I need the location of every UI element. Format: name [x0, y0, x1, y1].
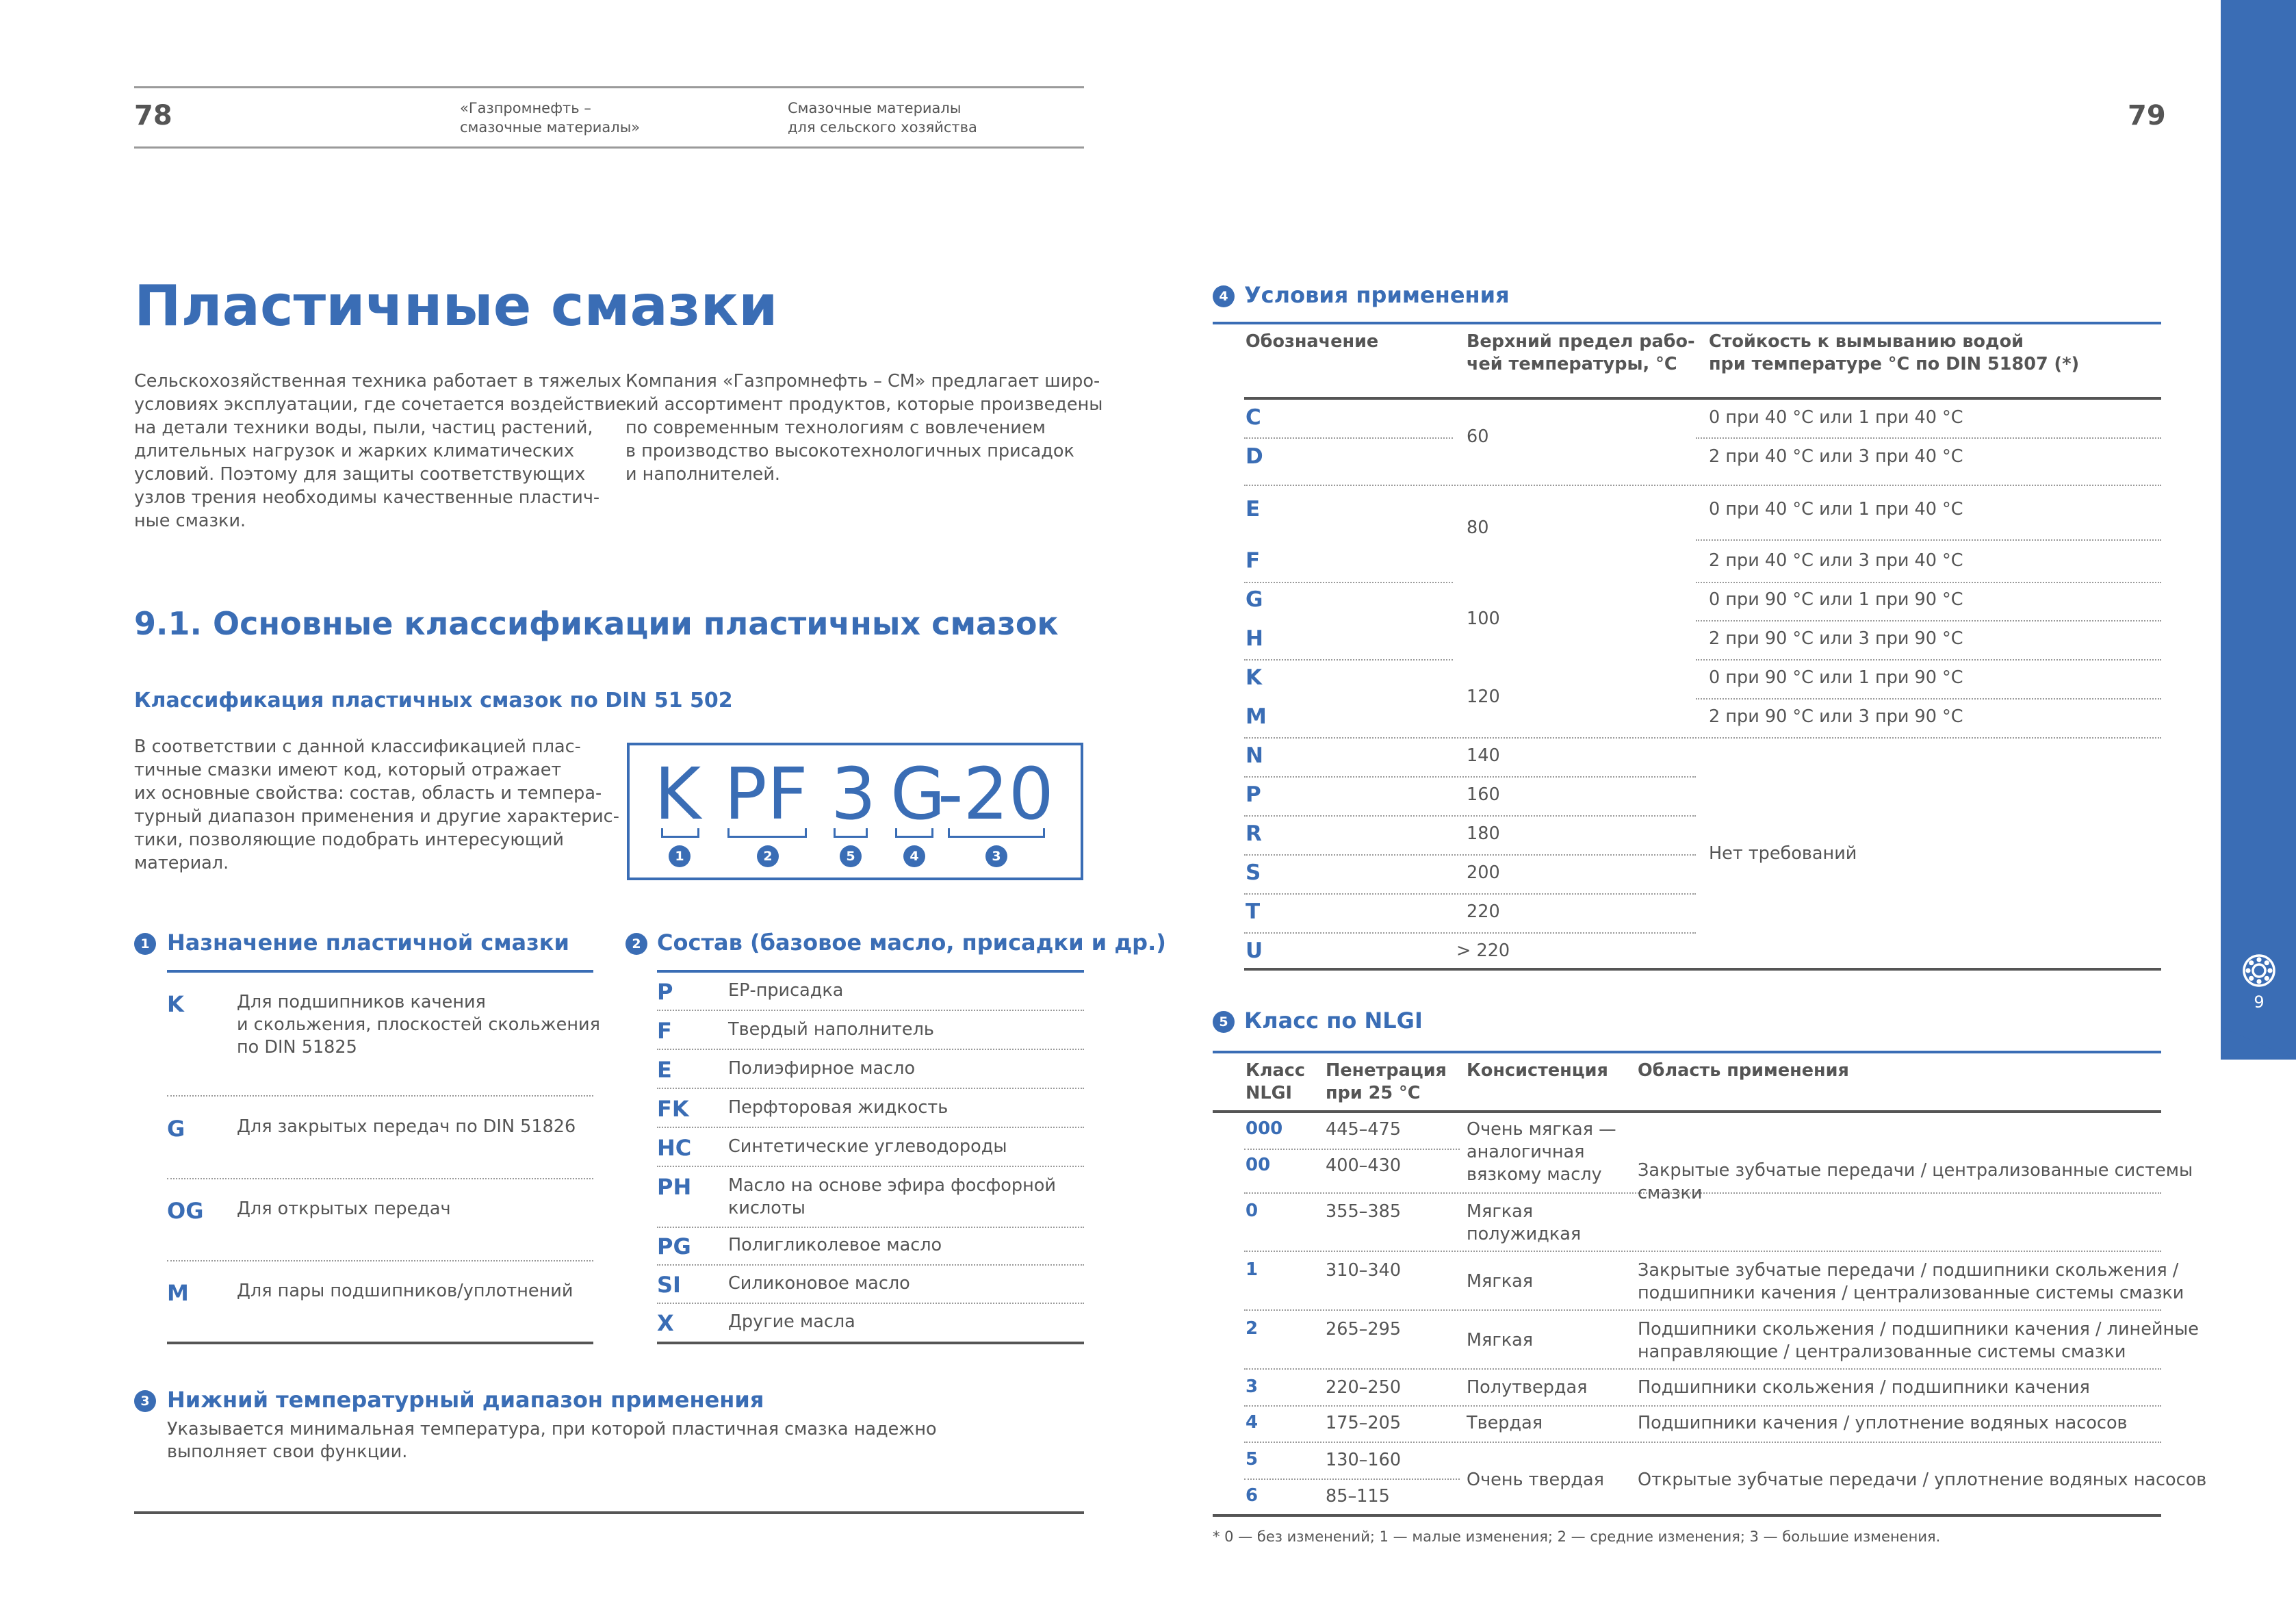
intro-column-2: Компания «Газпромнефть – СМ» предлагает широ- кий ассортимент продуктов, которые произведены по современным технологиям с вовлечением в производство высокотехнологичных присадок и наполнителей. — [625, 371, 1103, 485]
table5-penetration: 220–250 — [1326, 1377, 1402, 1398]
desc-x: Другие масла — [728, 1311, 855, 1332]
table5-class: 6 — [1246, 1485, 1259, 1506]
row-divider — [657, 1227, 1084, 1228]
table5-penetration: 355–385 — [1326, 1201, 1402, 1222]
row-divider — [1696, 582, 2161, 583]
desc-fk: Перфторовая жидкость — [728, 1097, 949, 1118]
table5-header-class: Класс NLGI — [1246, 1060, 1305, 1103]
section-2-title: Состав (базовое масло, присадки и др.) — [657, 930, 1166, 956]
desc-f: Твердый наполнитель — [728, 1019, 934, 1040]
row-divider — [1244, 1478, 1460, 1480]
section-5-rule — [1213, 1051, 2161, 1053]
row-divider — [657, 1303, 1084, 1304]
row-divider — [657, 1127, 1084, 1128]
section-2-marker: 2 — [625, 933, 647, 955]
row-divider — [1696, 659, 2161, 661]
row-divider — [1244, 854, 1696, 856]
table5-consistency: Очень твердая — [1467, 1470, 1604, 1490]
header-bottom-rule — [134, 146, 1084, 149]
marker-3: 3 — [985, 845, 1007, 867]
table5-consistency: Твердая — [1467, 1413, 1543, 1433]
code-brace — [948, 828, 1045, 838]
section-2-rule — [657, 970, 1084, 973]
marker-5: 5 — [840, 845, 862, 867]
header-company: «Газпромнефть – смазочные материалы» — [460, 100, 641, 136]
code-p: P — [657, 979, 673, 1005]
row-divider — [657, 1088, 1084, 1089]
table5-application: Открытые зубчатые передачи / уплотнение водяных насосов — [1638, 1470, 2207, 1490]
marker-2: 2 — [757, 845, 779, 867]
code-f: F — [657, 1018, 672, 1044]
table5-consistency: Мягкая — [1467, 1330, 1534, 1350]
table4-resistance: 2 при 40 °С или 3 при 40 °С — [1709, 446, 1963, 467]
table5-header-penetration: Пенетрация при 25 °С — [1326, 1060, 1447, 1103]
header-top-rule — [134, 86, 1084, 88]
row-divider — [1244, 1368, 2161, 1370]
section-1-marker: 1 — [134, 933, 156, 955]
table5-penetration: 445–475 — [1326, 1119, 1402, 1140]
table4-temp: 140 — [1467, 745, 1500, 766]
table5-penetration: 130–160 — [1326, 1450, 1402, 1470]
row-divider — [1696, 620, 2161, 622]
table5-class: 00 — [1246, 1155, 1271, 1175]
row-divider — [657, 1010, 1084, 1011]
table4-code: E — [1246, 497, 1261, 522]
table5-penetration: 265–295 — [1326, 1319, 1402, 1340]
table4-code: D — [1246, 444, 1263, 469]
code-si: SI — [657, 1272, 681, 1298]
table4-code: P — [1246, 782, 1261, 807]
table4-code: R — [1246, 821, 1262, 846]
table4-code: C — [1246, 405, 1261, 430]
code-og: OG — [167, 1198, 204, 1224]
table5-header-application: Область применения — [1638, 1060, 1849, 1081]
desc-pg: Полигликолевое масло — [728, 1235, 942, 1255]
code-e: E — [657, 1057, 672, 1083]
row-divider — [1244, 1251, 2161, 1252]
row-divider — [1244, 437, 1453, 439]
desc-m: Для пары подшипников/уплотнений — [237, 1281, 573, 1301]
table5-application: Подшипники качения / уплотнение водяных насосов — [1638, 1413, 2128, 1433]
row-divider — [1696, 437, 2161, 439]
table4-resistance: 2 при 90 °С или 3 при 90 °С — [1709, 706, 1963, 727]
chapter-tab — [2221, 0, 2296, 1060]
row-divider — [657, 1166, 1084, 1167]
code-fk: FK — [657, 1096, 689, 1122]
table4-temp: 120 — [1467, 687, 1500, 707]
code-brace — [727, 828, 807, 838]
code-ph: PH — [657, 1174, 692, 1200]
marker-1: 1 — [669, 845, 691, 867]
desc-hc: Синтетические углеводороды — [728, 1136, 1007, 1157]
table5-class: 2 — [1246, 1318, 1259, 1339]
page-number-right: 79 — [2128, 100, 2166, 131]
section-1-title: Назначение пластичной смазки — [167, 930, 569, 956]
row-divider — [1244, 582, 1453, 583]
code-m: M — [167, 1280, 189, 1306]
section-3-text: Указывается минимальная температура, при которой пластичная смазка надежно выполняет свои функции. — [167, 1419, 937, 1462]
section-4-title: Условия применения — [1244, 282, 1510, 308]
section-1-bottom-rule — [167, 1342, 593, 1344]
table5-consistency: Очень мягкая — аналогичная вязкому маслу — [1467, 1119, 1616, 1185]
table5-class: 1 — [1246, 1259, 1259, 1280]
row-divider — [1244, 737, 2161, 739]
row-divider — [1244, 1309, 2161, 1311]
table5-penetration: 310–340 — [1326, 1260, 1402, 1281]
table5-consistency: Мягкая — [1467, 1271, 1534, 1292]
code-letter: -20 — [938, 752, 1054, 836]
table5-consistency: Полутвердая — [1467, 1377, 1588, 1398]
table5-application: Подшипники скольжения / подшипники качения — [1638, 1377, 2090, 1398]
table4-temp: 80 — [1467, 517, 1489, 538]
table4-temp: 100 — [1467, 609, 1500, 629]
left-page-bottom-rule — [134, 1511, 1084, 1514]
table4-code: H — [1246, 626, 1263, 651]
table5-class: 4 — [1246, 1412, 1259, 1433]
intro-column-1: Сельскохозяйственная техника работает в тяжелых условиях эксплуатации, где сочетается воздействие на детали техники воды, пыли, частиц растений, длительных нагрузок и жарких климатических условий. Поэтому для защиты соответствующих узлов трения необходимы качественные пластич- ные смазки. — [134, 371, 627, 531]
row-divider — [167, 1095, 593, 1097]
code-brace — [895, 828, 933, 838]
code-hc: HC — [657, 1135, 692, 1161]
table4-resistance: 2 при 90 °С или 3 при 90 °С — [1709, 628, 1963, 649]
table4-code: M — [1246, 704, 1267, 729]
desc-og: Для открытых передач — [237, 1199, 451, 1219]
table4-resistance: 0 при 40 °С или 1 при 40 °С — [1709, 499, 1963, 520]
section-4-rule — [1213, 322, 2161, 324]
table4-bottom-rule — [1244, 968, 2161, 971]
table5-application: Закрытые зубчатые передачи / централизованные системы смазки — [1638, 1160, 2193, 1203]
code-letter: 3 — [831, 752, 877, 836]
section-1-rule — [167, 970, 593, 973]
table4-temp: > 220 — [1456, 940, 1510, 961]
code-letter: PF — [724, 752, 808, 836]
table4-resistance: 0 при 90 °С или 1 при 90 °С — [1709, 667, 1963, 688]
row-divider — [1696, 698, 2161, 700]
section-5-title: Класс по NLGI — [1244, 1008, 1423, 1034]
desc-si: Силиконовое масло — [728, 1273, 910, 1294]
table5-header-consistency: Консистенция — [1467, 1060, 1608, 1081]
table4-header-code: Обозначение — [1246, 331, 1379, 352]
classification-text: В соответствии с данной классификацией плас- тичные смазки имеют код, который отражает их основные свойства: состав, область и темпера- турный диапазон применения и другие характерис- тики, позволяющие подобрать интересующий материал. — [134, 737, 619, 873]
table4-resistance: 0 при 40 °С или 1 при 40 °С — [1709, 407, 1963, 428]
table5-application: Закрытые зубчатые передачи / подшипники скольжения / подшипники качения / централизованные системы смазки — [1638, 1260, 2184, 1303]
table4-header-resistance: Стойкость к вымыванию водой при температуре °С по DIN 51807 (*) — [1709, 331, 2080, 374]
row-divider — [1244, 485, 2161, 486]
bearing-icon — [2242, 953, 2276, 988]
table5-application: Подшипники скольжения / подшипники качения / линейные направляющие / централизованные системы смазки — [1638, 1319, 2199, 1362]
section-4-marker: 4 — [1213, 285, 1235, 307]
table5-bottom-rule — [1213, 1514, 2161, 1517]
page-title: Пластичные смазки — [134, 274, 778, 339]
table4-code: K — [1246, 665, 1263, 690]
table4-resistance: 0 при 90 °С или 1 при 90 °С — [1709, 589, 1963, 610]
row-divider — [1244, 659, 1453, 661]
table4-temp: 180 — [1467, 823, 1500, 844]
row-divider — [1244, 776, 1696, 778]
table5-penetration: 400–430 — [1326, 1155, 1402, 1176]
row-divider — [167, 1178, 593, 1179]
code-x: X — [657, 1310, 674, 1336]
table4-temp: 200 — [1467, 862, 1500, 883]
table4-temp: 60 — [1467, 426, 1489, 447]
row-divider — [657, 1264, 1084, 1266]
desc-e: Полиэфирное масло — [728, 1058, 916, 1079]
marker-4: 4 — [903, 845, 925, 867]
section-2-bottom-rule — [657, 1342, 1084, 1344]
table5-class: 5 — [1246, 1449, 1259, 1470]
section-heading: 9.1. Основные классификации пластичных смазок — [134, 605, 1059, 642]
row-divider — [1244, 815, 1696, 817]
table5-class: 3 — [1246, 1376, 1259, 1397]
table4-resistance: 2 при 40 °С или 3 при 40 °С — [1709, 550, 1963, 571]
desc-k: Для подшипников качения и скольжения, плоскостей скольжения по DIN 51825 — [237, 992, 600, 1058]
row-divider — [1696, 539, 2161, 541]
code-brace — [834, 828, 868, 838]
row-divider — [167, 1260, 593, 1261]
section-3-title: Нижний температурный диапазон применения — [167, 1387, 764, 1413]
table5-class: 0 — [1246, 1201, 1259, 1221]
table5-consistency: Мягкая полужидкая — [1467, 1201, 1582, 1244]
code-pg: PG — [657, 1233, 691, 1259]
table4-temp: 220 — [1467, 901, 1500, 922]
desc-p: ЕР-присадка — [728, 980, 844, 1001]
table4-header-temp: Верхний предел рабо- чей температуры, °С — [1467, 331, 1695, 374]
chapter-number: 9 — [2254, 992, 2265, 1012]
section-5-marker: 5 — [1213, 1011, 1235, 1033]
section-3-marker: 3 — [134, 1390, 156, 1412]
desc-ph: Масло на основе эфира фосфорной кислоты — [728, 1175, 1056, 1218]
row-divider — [657, 1049, 1084, 1050]
row-divider — [1244, 932, 1696, 934]
table4-code: F — [1246, 548, 1261, 573]
code-letter: K — [654, 752, 701, 836]
table5-class: 000 — [1246, 1118, 1283, 1139]
code-brace — [661, 828, 699, 838]
row-divider — [1244, 1149, 1460, 1150]
code-g: G — [167, 1116, 185, 1142]
row-divider — [1244, 1442, 2161, 1443]
code-k: K — [167, 991, 184, 1017]
table4-header-rule — [1244, 397, 2161, 400]
row-divider — [1244, 893, 1696, 895]
table5-penetration: 85–115 — [1326, 1486, 1390, 1507]
chapter-tab-corner — [2221, 1027, 2296, 1060]
row-divider — [1244, 1405, 2161, 1407]
desc-g: Для закрытых передач по DIN 51826 — [237, 1116, 576, 1137]
footnote: * 0 — без изменений; 1 — малые изменения; 2 — средние изменения; 3 — большие изменения. — [1213, 1528, 1941, 1545]
table4-resistance: Нет требований — [1709, 843, 1857, 864]
header-catalog: Смазочные материалы для сельского хозяйства — [788, 100, 977, 136]
table4-code: U — [1246, 938, 1263, 963]
table4-code: N — [1246, 743, 1263, 768]
page-number-left: 78 — [134, 100, 172, 131]
table4-temp: 160 — [1467, 784, 1500, 805]
table5-penetration: 175–205 — [1326, 1413, 1402, 1433]
code-letter: G — [890, 752, 946, 836]
table4-code: T — [1246, 899, 1261, 924]
table4-code: S — [1246, 860, 1261, 885]
table4-code: G — [1246, 587, 1263, 612]
table5-header-rule — [1213, 1110, 2161, 1113]
subsection-heading: Классификация пластичных смазок по DIN 51 502 — [134, 689, 733, 713]
